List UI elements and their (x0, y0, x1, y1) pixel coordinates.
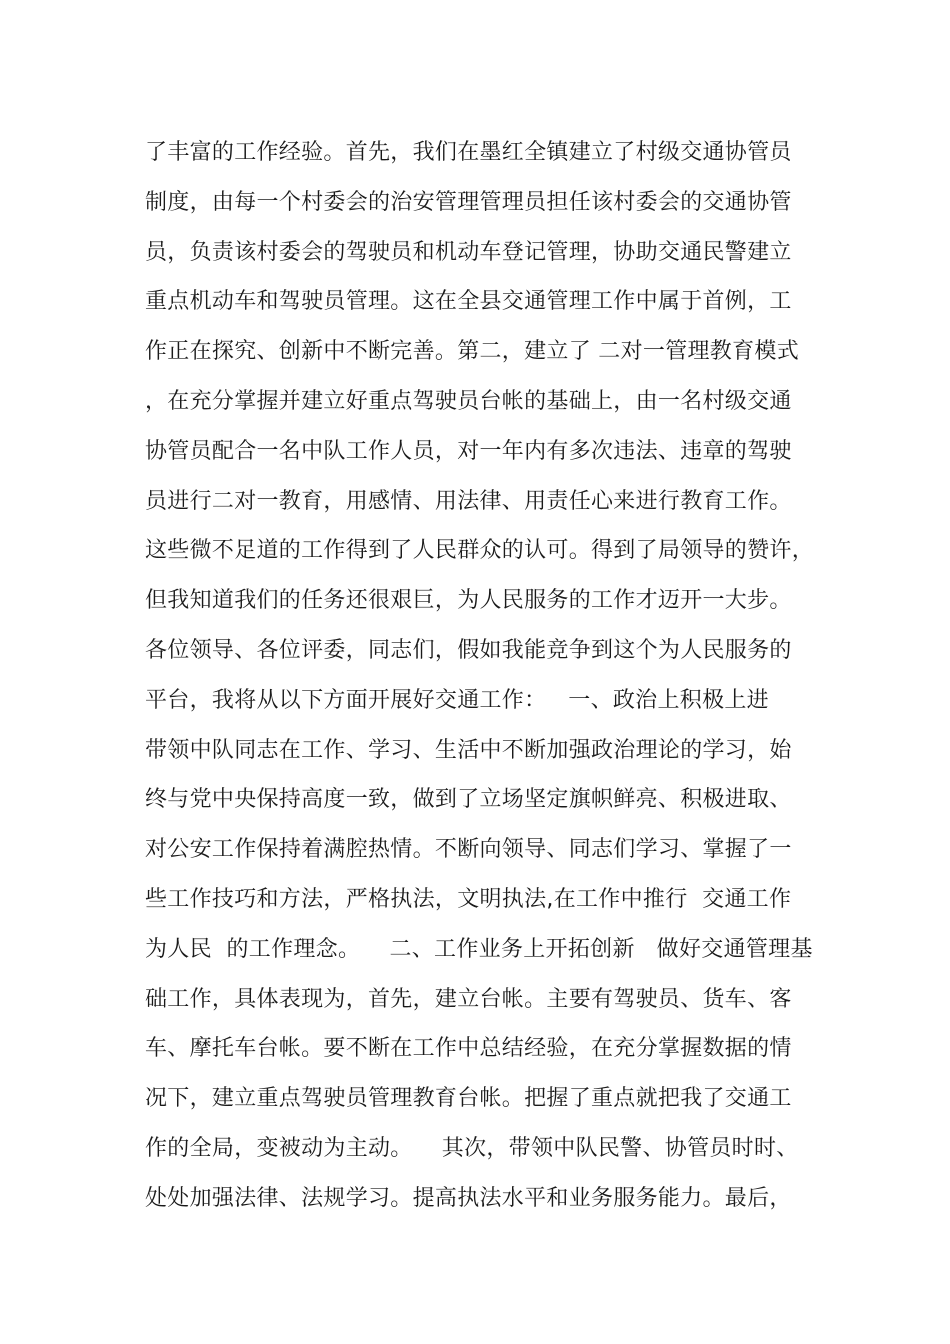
body-text (145, 128, 845, 1224)
text-line: 对公安工作保持着满腔热情。不断向领导、同志们学习、掌握了一 (145, 837, 792, 863)
text-line: 作的全局，变被动为主动。 其次，带领中队民警、协管员时时、 (145, 1135, 799, 1161)
text-line: 员进行二对一教育，用感情、用法律、用责任心来进行教育工作。 (145, 488, 792, 514)
text-line: 带领中队同志在工作、学习、生活中不断加强政治理论的学习，始 (145, 737, 792, 763)
text-line: 终与党中央保持高度一致，做到了立场坚定旗帜鲜亮、积极进取、 (145, 787, 792, 813)
text-line: 了丰富的工作经验。首先，我们在墨红全镇建立了村级交通协管员 (145, 140, 792, 165)
text-line: 但我知道我们的任务还很艰巨，为人民服务的工作才迈开一大步。 (145, 588, 792, 614)
text-line: 制度，由每一个村委会的治安管理管理员担任该村委会的交通协管 (145, 189, 792, 215)
text-line: 协管员配合一名中队工作人员，对一年内有多次违法、违章的驾驶 (145, 438, 792, 464)
text-line: 处处加强法律、法规学习。提高执法水平和业务服务能力。最后， (145, 1185, 792, 1211)
text-line: 这些微不足道的工作得到了人民群众的认可。得到了局领导的赞许， (145, 538, 815, 564)
text-line: 各位领导、各位评委，同志们，假如我能竞争到这个为人民服务的 (145, 637, 792, 663)
text-line: 作正在探究、创新中不断完善。第二，建立了 二对一管理教育模式 (145, 339, 799, 365)
text-line: 为人民 的工作理念。 二、工作业务上开拓创新 做好交通管理基 (145, 936, 813, 962)
text-line: 车、摩托车台帐。要不断在工作中总结经验，在充分掌握数据的情 (145, 1036, 792, 1062)
text-line: 些工作技巧和方法，严格执法，文明执法,在工作中推行 交通工作 (145, 886, 792, 912)
text-line: 重点机动车和驾驶员管理。这在全县交通管理工作中属于首例，工 (145, 289, 792, 315)
text-line: 员，负责该村委会的驾驶员和机动车登记管理，协助交通民警建立 (145, 239, 792, 265)
text-line: 础工作，具体表现为，首先，建立台帐。主要有驾驶员、货车、客 (145, 986, 792, 1012)
text-line: 况下，建立重点驾驶员管理教育台帐。把握了重点就把我了交通工 (145, 1086, 792, 1112)
text-line: ，在充分掌握并建立好重点驾驶员台帐的基础上，由一名村级交通 (145, 388, 792, 414)
text-line: 平台，我将从以下方面开展好交通工作： 一、政治上积极上进 (145, 687, 769, 713)
